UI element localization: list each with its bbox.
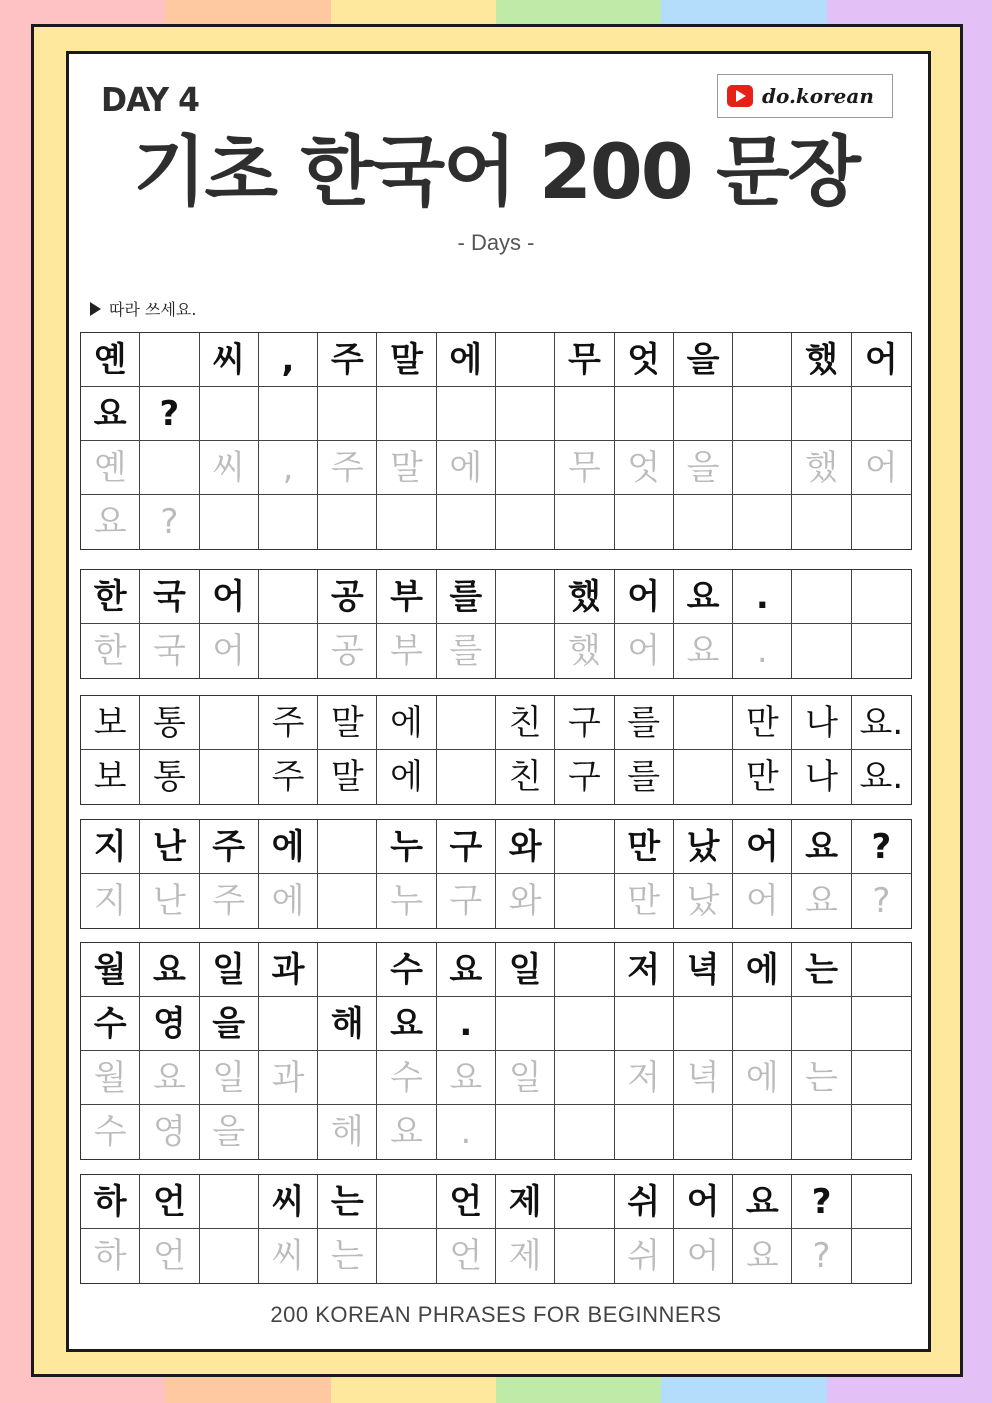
- grid-cell: 말: [318, 750, 377, 804]
- grid-cell: 저: [615, 943, 674, 997]
- grid-cell: 나: [792, 696, 851, 750]
- grid-cell: [852, 1105, 911, 1159]
- grid-cell: [437, 750, 496, 804]
- grid-cell: 언: [437, 1175, 496, 1229]
- grid-cell: [615, 1105, 674, 1159]
- grid-cell: [318, 943, 377, 997]
- grid-cell: 어: [674, 1229, 733, 1283]
- grid-cell: 요: [377, 997, 436, 1051]
- grid-cell: 구: [437, 820, 496, 874]
- grid-cell: [792, 570, 851, 624]
- grid-cell: .: [733, 624, 792, 678]
- grid-cell: [674, 696, 733, 750]
- grid-cell: 옌: [81, 333, 140, 387]
- grid-cell: 국: [140, 624, 199, 678]
- grid-cell: [852, 1229, 911, 1283]
- grid-cell: 났: [674, 874, 733, 928]
- grid-cell: [555, 387, 614, 441]
- grid-cell: [377, 387, 436, 441]
- grid-cell: .: [437, 997, 496, 1051]
- grid-cell: 무: [555, 333, 614, 387]
- grid-cell: [792, 1105, 851, 1159]
- grid-cell: 주: [259, 750, 318, 804]
- grid-cell: [615, 997, 674, 1051]
- grid-cell: 월: [81, 1051, 140, 1105]
- grid-cell: ?: [872, 881, 891, 921]
- grid-cell: 을: [674, 441, 733, 495]
- grid-cell: [259, 495, 318, 549]
- grid-cell: [852, 570, 911, 624]
- grid-cell: 쉬: [615, 1175, 674, 1229]
- grid-cell: 는: [792, 1051, 851, 1105]
- grid-cell: [200, 696, 259, 750]
- grid-cell: [496, 1105, 555, 1159]
- grid-cell: 어: [733, 820, 792, 874]
- grid-cell: 는: [318, 1175, 377, 1229]
- grid-cell: 요: [674, 570, 733, 624]
- grid-cell: [792, 624, 851, 678]
- grid-cell: [496, 997, 555, 1051]
- grid-cell: 일: [496, 1051, 555, 1105]
- grid-cell: 요: [377, 1105, 436, 1159]
- grid-cell: 를: [437, 570, 496, 624]
- brand-name: do.korean: [762, 84, 874, 108]
- grid-cell: 수: [81, 997, 140, 1051]
- grid-cell: 수: [81, 1105, 140, 1159]
- grid-cell: 수: [377, 943, 436, 997]
- grid-cell: [852, 943, 911, 997]
- grid-cell: 는: [318, 1229, 377, 1283]
- grid-cell: 난: [140, 874, 199, 928]
- grid-cell: 를: [437, 624, 496, 678]
- grid-cell: [496, 495, 555, 549]
- grid-cell: 주: [318, 333, 377, 387]
- grid-cell: 요.: [859, 757, 904, 797]
- grid-cell: [200, 1175, 259, 1229]
- grid-cell: 에: [437, 333, 496, 387]
- grid-cell: ?: [852, 820, 911, 874]
- grid-cell: [733, 387, 792, 441]
- grid-cell: 에: [259, 874, 318, 928]
- grid-cell: 어: [733, 874, 792, 928]
- grid-cell: 녁: [674, 943, 733, 997]
- writing-grid-2: [80, 569, 912, 679]
- grid-cell: [555, 1175, 614, 1229]
- grid-cell: 구: [555, 750, 614, 804]
- grid-cell: 구: [437, 874, 496, 928]
- grid-cell: 요.: [852, 696, 911, 750]
- grid-cell: [555, 997, 614, 1051]
- grid-cell: [140, 333, 199, 387]
- grid-cell: [377, 1229, 436, 1283]
- grid-cell: 한: [81, 624, 140, 678]
- grid-cell: [200, 750, 259, 804]
- grid-cell: 어: [615, 570, 674, 624]
- grid-cell: 났: [674, 820, 733, 874]
- grid-cell: 을: [200, 997, 259, 1051]
- grid-cell: 구: [555, 696, 614, 750]
- grid-cell: 친: [496, 750, 555, 804]
- grid-cell: 요: [437, 1051, 496, 1105]
- grid-cell: [496, 333, 555, 387]
- grid-cell: [733, 441, 792, 495]
- grid-cell: [140, 441, 199, 495]
- grid-cell: 수: [377, 1051, 436, 1105]
- grid-cell: [852, 1051, 911, 1105]
- day-label: DAY 4: [101, 80, 199, 119]
- grid-cell: 요: [792, 820, 851, 874]
- brand-badge[interactable]: [717, 74, 893, 118]
- grid-cell: 요: [437, 943, 496, 997]
- writing-grid-1: [80, 332, 912, 550]
- grid-cell: [733, 495, 792, 549]
- grid-cell: 해: [318, 997, 377, 1051]
- grid-cell: .: [733, 570, 792, 624]
- grid-cell: [674, 495, 733, 549]
- grid-cell: [496, 570, 555, 624]
- grid-cell: 요: [140, 1051, 199, 1105]
- grid-cell: [259, 1105, 318, 1159]
- grid-cell: [852, 1175, 911, 1229]
- grid-cell: 씨: [259, 1229, 318, 1283]
- grid-cell: 에: [377, 696, 436, 750]
- grid-cell: [377, 495, 436, 549]
- grid-cell: 저: [615, 1051, 674, 1105]
- grid-cell: 영: [140, 997, 199, 1051]
- grid-cell: [733, 333, 792, 387]
- grid-cell: 부: [377, 624, 436, 678]
- grid-cell: 와: [496, 820, 555, 874]
- grid-cell: 어: [852, 333, 911, 387]
- grid-cell: 만: [733, 696, 792, 750]
- grid-cell: 쉬: [615, 1229, 674, 1283]
- grid-cell: [200, 387, 259, 441]
- grid-cell: [200, 1229, 259, 1283]
- grid-cell: [259, 570, 318, 624]
- grid-cell: 요: [733, 1175, 792, 1229]
- grid-cell: 에: [259, 820, 318, 874]
- grid-cell: [555, 1229, 614, 1283]
- grid-cell: [437, 495, 496, 549]
- grid-cell: [555, 874, 614, 928]
- grid-cell: 말: [377, 441, 436, 495]
- grid-cell: 하: [81, 1175, 140, 1229]
- grid-cell: 제: [496, 1175, 555, 1229]
- grid-cell: [437, 387, 496, 441]
- grid-cell: 보: [81, 750, 140, 804]
- grid-cell: [792, 997, 851, 1051]
- grid-cell: 한: [81, 570, 140, 624]
- grid-cell: [377, 1175, 436, 1229]
- grid-cell: ,: [259, 441, 318, 495]
- grid-cell: [496, 387, 555, 441]
- grid-cell: 에: [733, 943, 792, 997]
- grid-cell: 말: [377, 333, 436, 387]
- grid-cell: 씨: [259, 1175, 318, 1229]
- grid-cell: ?: [792, 1175, 851, 1229]
- grid-cell: 요: [733, 1229, 792, 1283]
- grid-cell: ,: [259, 333, 318, 387]
- grid-cell: ?: [140, 495, 199, 549]
- grid-cell: 영: [140, 1105, 199, 1159]
- grid-cell: 국: [140, 570, 199, 624]
- grid-cell: 옌: [81, 441, 140, 495]
- grid-cell: 누: [377, 874, 436, 928]
- grid-cell: 만: [615, 874, 674, 928]
- grid-cell: [496, 441, 555, 495]
- instruction-text: 따라 쓰세요.: [109, 300, 197, 319]
- grid-cell: 만: [615, 820, 674, 874]
- page-title: 기초 한국어 200 문장: [133, 127, 859, 216]
- grid-cell: 해: [318, 1105, 377, 1159]
- grid-cell: 통: [140, 696, 199, 750]
- grid-cell: 는: [792, 943, 851, 997]
- grid-cell: 주: [318, 441, 377, 495]
- writing-grid-4: [80, 819, 912, 929]
- grid-cell: 나: [792, 750, 851, 804]
- writing-grid-5: [80, 942, 912, 1160]
- grid-cell: [852, 495, 911, 549]
- grid-cell: 지: [81, 820, 140, 874]
- grid-cell: 일: [200, 1051, 259, 1105]
- grid-cell: [259, 997, 318, 1051]
- grid-cell: 에: [437, 441, 496, 495]
- grid-cell: 을: [200, 1105, 259, 1159]
- grid-cell: [674, 387, 733, 441]
- grid-cell: [555, 820, 614, 874]
- grid-cell: 공: [318, 624, 377, 678]
- grid-cell: 하: [81, 1229, 140, 1283]
- grid-cell: 했: [792, 333, 851, 387]
- grid-cell: 했: [555, 624, 614, 678]
- grid-cell: [852, 387, 911, 441]
- grid-cell: 누: [377, 820, 436, 874]
- grid-cell: 과: [259, 1051, 318, 1105]
- grid-cell: [200, 495, 259, 549]
- grid-cell: 와: [496, 874, 555, 928]
- grid-cell: 어: [674, 1175, 733, 1229]
- grid-cell: 요: [792, 874, 851, 928]
- grid-cell: 주: [259, 696, 318, 750]
- grid-cell: 일: [200, 943, 259, 997]
- grid-cell: .: [437, 1105, 496, 1159]
- grid-cell: 보: [81, 696, 140, 750]
- page-subtitle: - Days -: [457, 230, 535, 255]
- grid-cell: [733, 1105, 792, 1159]
- grid-cell: 난: [140, 820, 199, 874]
- writing-grid-3: [80, 695, 912, 805]
- grid-cell: [674, 750, 733, 804]
- grid-cell: 엇: [615, 441, 674, 495]
- grid-cell: 요: [140, 943, 199, 997]
- grid-cell: 어: [615, 624, 674, 678]
- grid-cell: [555, 1105, 614, 1159]
- grid-cell: [615, 495, 674, 549]
- grid-cell: [555, 943, 614, 997]
- grid-cell: [852, 624, 911, 678]
- grid-cell: 에: [733, 1051, 792, 1105]
- grid-cell: 녁: [674, 1051, 733, 1105]
- grid-cell: 를: [615, 750, 674, 804]
- grid-cell: [852, 997, 911, 1051]
- grid-cell: 에: [377, 750, 436, 804]
- grid-cell: 를: [615, 696, 674, 750]
- youtube-play-icon: [727, 85, 753, 107]
- grid-cell: 과: [259, 943, 318, 997]
- grid-cell: 언: [140, 1229, 199, 1283]
- grid-cell: [792, 387, 851, 441]
- grid-cell: ?: [140, 387, 199, 441]
- grid-cell: [259, 387, 318, 441]
- triangle-right-icon: [90, 302, 101, 316]
- grid-cell: [555, 1051, 614, 1105]
- grid-cell: 했: [792, 441, 851, 495]
- grid-cell: 만: [733, 750, 792, 804]
- grid-cell: 어: [852, 441, 911, 495]
- grid-cell: [318, 820, 377, 874]
- grid-cell: 요: [81, 387, 140, 441]
- grid-cell: [318, 387, 377, 441]
- grid-cell: 지: [81, 874, 140, 928]
- grid-cell: [318, 1051, 377, 1105]
- grid-cell: 어: [200, 624, 259, 678]
- grid-cell: [259, 624, 318, 678]
- instruction: [90, 297, 196, 320]
- grid-cell: [674, 1105, 733, 1159]
- grid-cell: 제: [496, 1229, 555, 1283]
- grid-cell: [674, 997, 733, 1051]
- grid-cell: [318, 495, 377, 549]
- grid-cell: 했: [555, 570, 614, 624]
- grid-cell: 무: [555, 441, 614, 495]
- grid-cell: 친: [496, 696, 555, 750]
- grid-cell: 씨: [200, 333, 259, 387]
- grid-cell: 엇: [615, 333, 674, 387]
- grid-cell: 언: [140, 1175, 199, 1229]
- grid-cell: [792, 495, 851, 549]
- grid-cell: 공: [318, 570, 377, 624]
- grid-cell: [437, 696, 496, 750]
- grid-cell: 요: [674, 624, 733, 678]
- grid-cell: [555, 495, 614, 549]
- grid-cell: 주: [200, 820, 259, 874]
- grid-cell: 어: [200, 570, 259, 624]
- grid-cell: [733, 997, 792, 1051]
- grid-cell: 통: [140, 750, 199, 804]
- grid-cell: 월: [81, 943, 140, 997]
- writing-grid-6: [80, 1174, 912, 1284]
- grid-cell: [318, 874, 377, 928]
- grid-cell: ?: [792, 1229, 851, 1283]
- grid-cell: 부: [377, 570, 436, 624]
- grid-cell: [615, 387, 674, 441]
- grid-cell: [496, 624, 555, 678]
- grid-cell: 언: [437, 1229, 496, 1283]
- grid-cell: 을: [674, 333, 733, 387]
- grid-cell: 요: [81, 495, 140, 549]
- grid-cell: 말: [318, 696, 377, 750]
- grid-cell: 일: [496, 943, 555, 997]
- grid-cell: 주: [200, 874, 259, 928]
- footer-text: 200 KOREAN PHRASES FOR BEGINNERS: [270, 1302, 722, 1327]
- grid-cell: 씨: [200, 441, 259, 495]
